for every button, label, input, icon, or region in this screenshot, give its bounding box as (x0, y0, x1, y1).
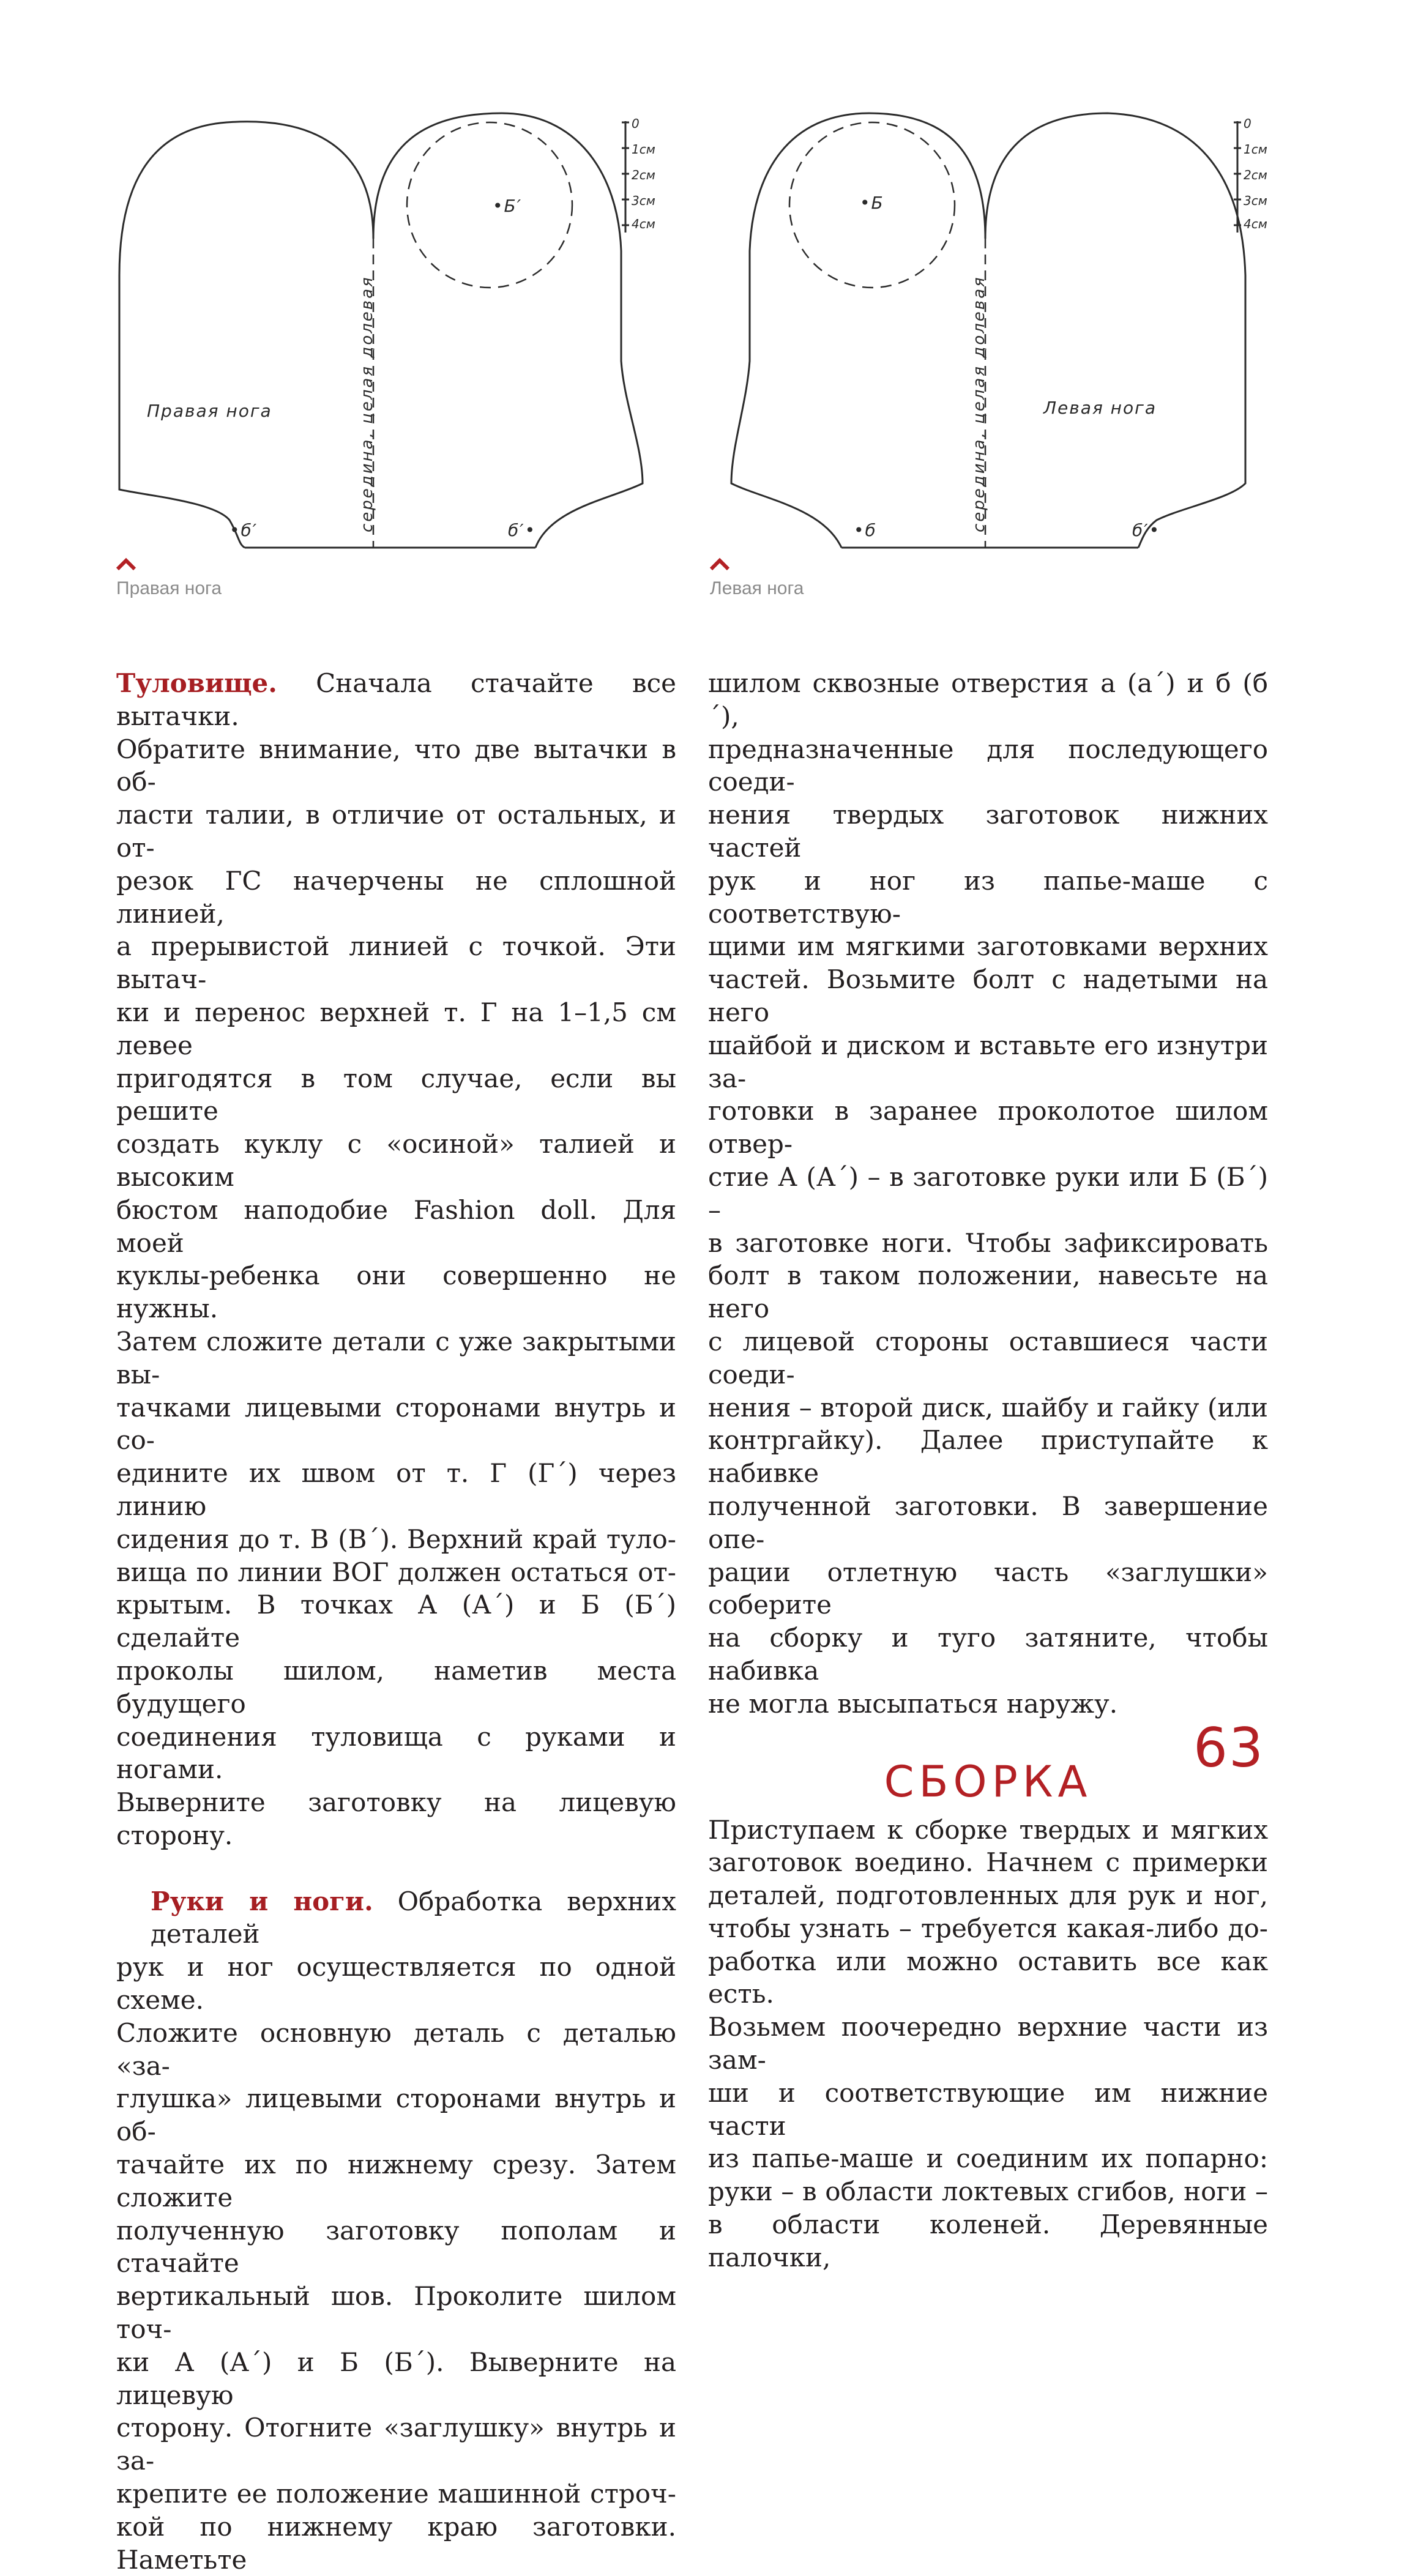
text-line: работка или можно оставить все как есть. (708, 1946, 1268, 2009)
text-line: руки – в области локтевых сгибов, ноги – (708, 2176, 1268, 2207)
text-line: бюстом наподобие Fashion doll. Для моей (116, 1194, 676, 1258)
text-line: на сборку и туго затяните, чтобы набивка (708, 1623, 1268, 1686)
text-line: а прерывистой линией с точкой. Эти вытач- (116, 931, 676, 995)
text-line: частей. Возьмите болт с надетыми на него (708, 964, 1268, 1027)
text-line: Руки и ноги. Обработка верхних деталей (151, 1886, 676, 1949)
text-line: Сложите основную деталь с деталью «за- (116, 2017, 676, 2081)
text-line: полученной заготовки. В завершение опе- (708, 1491, 1268, 1554)
text-line: крепите ее положение машинной строч- (116, 2479, 676, 2509)
pattern-right-leg-drawing (110, 92, 667, 575)
text-line: в заготовке ноги. Чтобы зафиксировать (708, 1227, 1268, 1258)
text-line: ки А (А´) и Б (Б´). Выверните на лицевую (116, 2347, 676, 2410)
scale-label-2cm: 2см (632, 168, 655, 182)
text-line: тачайте их по нижнему срезу. Затем сложите (116, 2150, 676, 2213)
text-line: Выверните заготовку на лицевую сторону. (116, 1787, 676, 1850)
scale-label-2cm: 2см (1244, 168, 1267, 182)
text-line: Обратите внимание, что две вытачки в об- (116, 734, 676, 797)
scale-label-1cm: 1см (632, 142, 655, 157)
text-line: болт в таком положении, навесьте на него (708, 1260, 1268, 1324)
text-line: сторону. Отогните «заглушку» внутрь и за- (116, 2413, 676, 2476)
paragraph-torso (116, 667, 676, 1852)
text-line: Приступаем к сборке твердых и мягких (708, 1814, 1268, 1845)
text-line: ки и перенос верхней т. Г на 1–1,5 см левее (116, 997, 676, 1060)
circle-point-label: •Б (860, 193, 884, 213)
scale-label-0: 0 (1244, 116, 1251, 131)
text-line: соединения туловища с руками и ногами. (116, 1721, 676, 1785)
scale-label-4cm: 4см (1244, 217, 1267, 231)
text-line: контргайку). Далее приступайте к набивке (708, 1425, 1268, 1489)
text-line: рук и ног осуществляется по одной схеме. (116, 1952, 676, 2016)
text-line: нения твердых заготовок нижних частей (708, 800, 1268, 863)
text-line: деталей, подготовленных для рук и ног, (708, 1880, 1268, 1911)
text-line: заготовок воедино. Начнем с примерки (708, 1847, 1268, 1878)
pattern-left-leg (716, 92, 1273, 575)
text-column-left (116, 667, 676, 2576)
text-line: глушка» лицевыми сторонами внутрь и об- (116, 2083, 676, 2147)
paragraph-assembly (708, 1814, 1268, 2274)
pattern-right-leg (110, 92, 667, 575)
scale-label-3cm: 3см (1244, 193, 1267, 208)
pattern-left-leg-drawing (716, 92, 1273, 575)
scale-label-0: 0 (632, 116, 640, 131)
text-line: вертикальный шов. Проколите шилом точ- (116, 2281, 676, 2345)
text-line: крытым. В точках А (А´) и Б (Б´) сделайте (116, 1590, 676, 1653)
scale-label-4cm: 4см (632, 217, 655, 231)
text-line: не могла высыпаться наружу. (708, 1688, 1118, 1719)
chevron-up-icon (709, 557, 731, 571)
text-line: ши и соответствующие им нижние части (708, 2077, 1268, 2141)
text-line: кой по нижнему краю заготовки. Наметьте (116, 2511, 676, 2575)
text-line: создать куклу с «осиной» талией и высоким (116, 1129, 676, 1192)
paragraph-continued (708, 667, 1268, 1721)
point-b-prime-label: б′• (1132, 520, 1161, 540)
text-line: резок ГС начерчены не сплошной линией, (116, 865, 676, 929)
text-line: щими им мягкими заготовками верхних (708, 931, 1268, 962)
text-line: Туловище. Сначала стачайте все вытачки. (116, 668, 676, 731)
text-line: готовки в заранее проколотое шилом отвер- (708, 1096, 1268, 1160)
text-line: сидения до т. В (В´). Верхний край туло- (116, 1524, 676, 1554)
text-line: проколы шилом, наметив места будущего (116, 1655, 676, 1719)
pattern-piece-label: Левая нога (1043, 398, 1157, 418)
point-b-label: •б′ (229, 520, 258, 540)
text-line: куклы-ребенка они совершенно не нужны. (116, 1260, 676, 1324)
text-line: из папье-маше и соединим их попарно: (708, 2143, 1268, 2174)
text-line: Затем сложите детали с уже закрытыми вы- (116, 1326, 676, 1390)
text-line: в области коленей. Деревянные палочки, (708, 2209, 1268, 2273)
text-line: Возьмем поочередно верхние части из зам- (708, 2012, 1268, 2075)
text-line: вища по линии ВОГ должен остаться от- (116, 1557, 676, 1587)
center-line-label: середина, целая долевая (970, 275, 988, 532)
center-line-label: середина, целая долевая (358, 275, 376, 532)
text-line: шилом сквозные отверстия а (а´) и б (б´), (708, 668, 1268, 731)
chevron-up-icon (115, 557, 137, 571)
text-line: шайбой и диском и вставьте его изнутри за- (708, 1030, 1268, 1093)
paragraph-arms-legs (116, 1885, 676, 2576)
text-line: рук и ног из папье-маше с соответствую- (708, 865, 1268, 929)
text-line: стие А (А´) – в заготовке руки или Б (Б´) – (708, 1161, 1268, 1225)
text-column-right (708, 667, 1268, 2274)
circle-point-label: •Б′ (493, 196, 523, 216)
text-line: предназначенные для последующего соеди- (708, 734, 1268, 797)
text-line: рации отлетную часть «заглушки» соберите (708, 1557, 1268, 1620)
point-b-prime-label: б′• (508, 520, 537, 540)
text-line: с лицевой стороны оставшиеся части соеди- (708, 1326, 1268, 1390)
figure-caption-right-leg: Правая нога (116, 578, 222, 598)
section-heading: СБОРКА (884, 1756, 1092, 1807)
pattern-piece-label: Правая нога (147, 401, 272, 421)
text-line: чтобы узнать – требуется какая-либо до- (708, 1913, 1268, 1943)
text-line: едините их швом от т. Г (Г´) через линию (116, 1458, 676, 1521)
text-line: пригодятся в том случае, если вы решите (116, 1063, 676, 1126)
scale-label-3cm: 3см (632, 193, 655, 208)
page-number: 63 (1193, 1716, 1264, 1779)
lead-torso: Туловище. (116, 668, 277, 698)
text-line: тачками лицевыми сторонами внутрь и со- (116, 1392, 676, 1456)
text-line: полученную заготовку пополам и стачайте (116, 2215, 676, 2279)
scale-label-1cm: 1см (1244, 142, 1267, 157)
text-line: ласти талии, в отличие от остальных, и от- (116, 800, 676, 863)
point-b-label: •б (854, 520, 877, 540)
figure-caption-left-leg: Левая нога (710, 578, 804, 598)
lead-arms-legs: Руки и ноги. (151, 1886, 373, 1916)
text-line: нения – второй диск, шайбу и гайку (или (708, 1392, 1268, 1423)
